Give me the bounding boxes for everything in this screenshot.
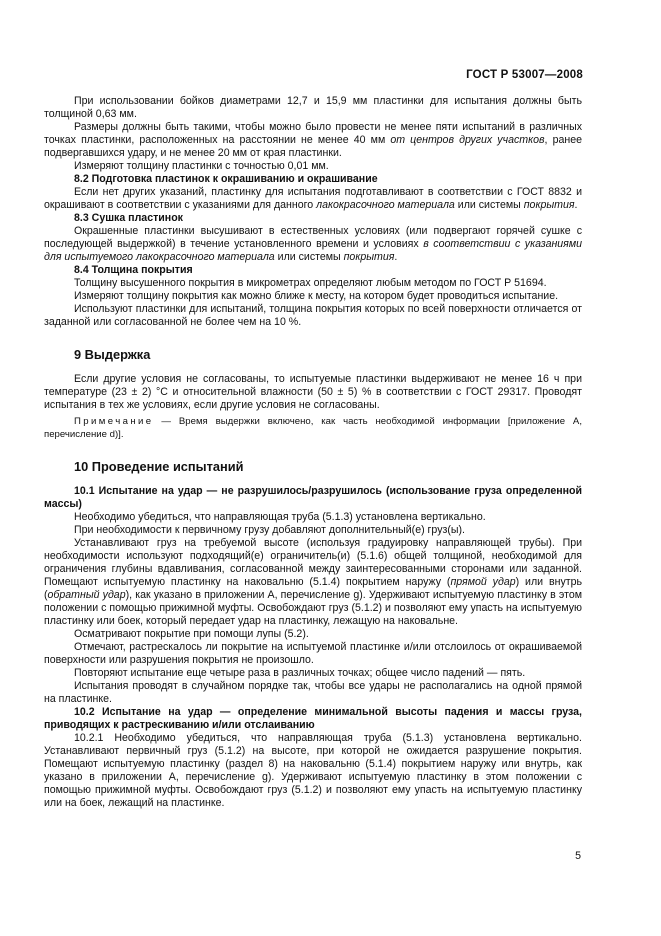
paragraph: Осматривают покрытие при помощи лупы (5.2). <box>74 628 309 640</box>
subsection-heading: 8.4 Толщина покрытия <box>74 264 193 276</box>
paragraph: Необходимо убедиться, что направляющая труба (5.1.3) установлена вертикально. <box>74 511 486 523</box>
paragraph: Измеряют толщину покрытия как можно ближе к месту, на котором будет проводиться испытание. <box>74 290 559 302</box>
page-number: 5 <box>575 850 581 862</box>
note: Примечание — Время выдержки включено, как часть необходимой информации [приложение А, перечисление d)]. <box>44 416 582 440</box>
paragraph: Если нет других указаний, пластинку для испытания подготавливают в соответствии с ГОСТ 8832 и окрашивают в соответствии с указаниями для данного лакокрасочного материала или системы покрытия. <box>44 186 582 211</box>
paragraph: При использовании бойков диаметрами 12,7 и 15,9 мм пластинки для испытания должны быть толщиной 0,63 мм. <box>44 95 582 120</box>
paragraph: 10.2.1 Необходимо убедиться, что направляющая труба (5.1.3) установлена вертикально. Устанавливают первичный груз (5.1.2) на высоте, при которой не ожидается разрушение покрытия. Помещают испытуемую пластинку (раздел 8) на наковальню (5.1.4) покрытием наружу или внутрь, как указано в приложении А, перечисление g). Удерживают испытуемую пластинку в этом положении с помощью прижимной муфты. Освобождают груз (5.1.2) и позволяют ему упасть на испытуемую пластинку или на боек, лежащий на пластинке. <box>44 732 582 809</box>
paragraph: Окрашенные пластинки высушивают в естественных условиях (или подвергают горячей сушке с последующей выдержкой) в течение установленного времени и условиях в соответствии с указаниями для испытуемого лакокрасочного материала или системы покрытия. <box>44 225 582 263</box>
page-header: ГОСТ Р 53007—2008 <box>466 69 583 81</box>
paragraph: Размеры должны быть такими, чтобы можно было провести не менее пяти испытаний в различных точках пластинки, расположенных на расстоянии не менее 40 мм от центров других участков, ранее подвергавшихся удару, и не менее 20 мм от края пластинки. <box>44 121 582 159</box>
paragraph: Отмечают, растрескалось ли покрытие на испытуемой пластинке и/или отслоилось от окрашиваемой поверхности или разрушения покрытия не произошло. <box>44 641 582 666</box>
section-heading: 10 Проведение испытаний <box>74 459 244 474</box>
paragraph: Устанавливают груз на требуемой высоте (используя градуировку направляющей трубы). При необходимости используют подходящий(е) ограничитель(и) (5.1.6) общей толщиной, необходимой для ограничения глубины вдавливания, согласованной между заинтересованными сторонами или заданной. Помещают испытуемую пластинку на наковальню (5.1.4) покрытием наружу (прямой удар) или внутрь (обратный удар), как указано в приложении А, перечисление g). Удерживают испытуемую пластинку в этом положении с помощью прижимной муфты. Освобождают груз (5.1.2) и позволяют ему упасть на испытуемую пластинку или боек, который передает удар на пластинку, лежащую на наковальне. <box>44 537 583 627</box>
paragraph: Испытания проводят в случайном порядке так, чтобы все удары не располагались на одной прямой на пластинке. <box>44 680 582 705</box>
paragraph: Измеряют толщину пластинки с точностью 0,01 мм. <box>74 160 329 172</box>
section-heading: 9 Выдержка <box>74 347 151 362</box>
subsection-heading: 10.2 Испытание на удар — определение минимальной высоты падения и массы груза, приводящих к растрескиванию и/или отслаиванию <box>44 706 582 731</box>
paragraph: Повторяют испытание еще четыре раза в различных точках; общее число падений — пять. <box>74 667 526 679</box>
subsection-heading: 8.3 Сушка пластинок <box>74 212 183 224</box>
paragraph: Толщину высушенного покрытия в микрометрах определяют любым методом по ГОСТ Р 51694. <box>74 277 547 289</box>
paragraph: Используют пластинки для испытаний, толщина покрытия которых по всей поверхности отличается от заданной или согласованной не более чем на 10 %. <box>44 303 582 328</box>
subsection-heading: 10.1 Испытание на удар — не разрушилось/разрушилось (использование груза определенной массы) <box>44 485 582 510</box>
document-body <box>44 95 582 810</box>
subsection-heading: 8.2 Подготовка пластинок к окрашиванию и окрашивание <box>74 173 378 185</box>
paragraph: Если другие условия не согласованы, то испытуемые пластинки выдерживают не менее 16 ч при температуре (23 ± 2) °С и относительной влажности (50 ± 5) % в соответствии с ГОСТ 29317. Проводят испытания в тех же условиях, если другие условия не согласованы. <box>44 373 582 411</box>
paragraph: При необходимости к первичному грузу добавляют дополнительный(е) груз(ы). <box>74 524 465 536</box>
